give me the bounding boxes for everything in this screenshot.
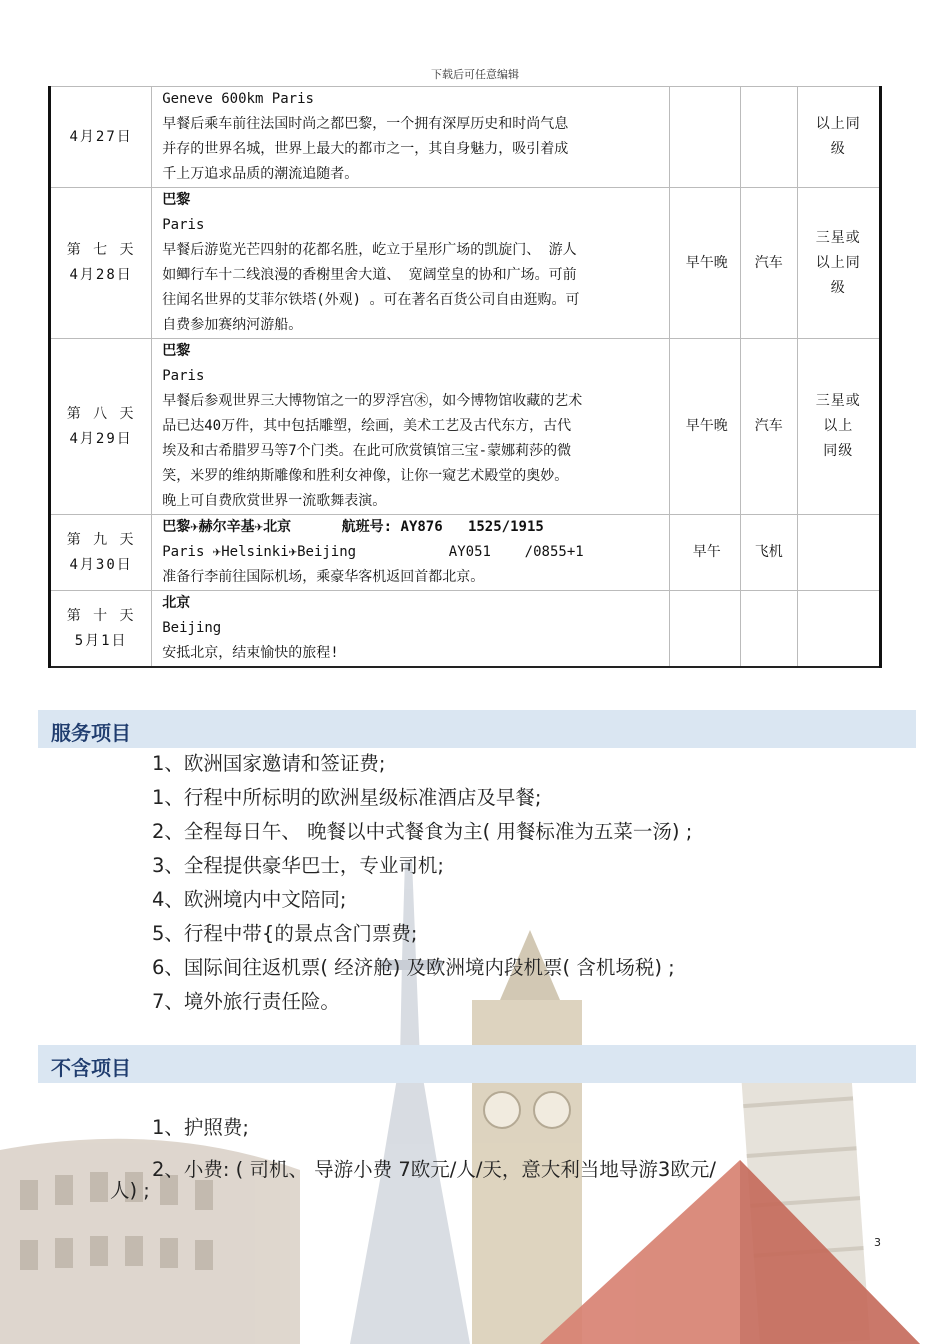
meals-cell [669, 591, 741, 668]
description-line: Beijing [162, 620, 222, 636]
transport-cell [741, 87, 798, 188]
hotel-cell [797, 188, 880, 339]
day-label: 第 九 天 [66, 531, 136, 548]
description-line: Paris [162, 368, 205, 384]
itinerary-row [50, 339, 881, 515]
itinerary-row [50, 591, 881, 668]
hotel-line: 三星或 [815, 393, 861, 409]
description-line: 千上万追求品质的潮流追随者。 [162, 166, 359, 182]
list-item: 2、全程每日午、 晚餐以中式餐食为主( 用餐标准为五菜一汤) ; [152, 820, 693, 843]
list-item: 1、行程中所标明的欧洲星级标准酒店及早餐; [152, 786, 542, 809]
list-item: 7、境外旅行责任险。 [152, 990, 340, 1013]
date-label: 4月27日 [69, 128, 133, 145]
hotel-line: 级 [830, 141, 846, 157]
date-label: 4月29日 [69, 430, 133, 447]
list-item: 2、小费: ( 司机、 导游小费 7欧元/人/天，意大利当地导游3欧元/ [152, 1158, 716, 1181]
excluded-list [152, 1107, 716, 1191]
hotel-line: 以上同 [815, 116, 861, 132]
itinerary-row [50, 515, 881, 591]
hotel-line: 以上同 [815, 254, 861, 271]
meals-cell: 早午晚 [669, 339, 741, 515]
date-label: 4月28日 [69, 267, 133, 283]
itinerary-row [50, 87, 881, 188]
description-line: 如鲫行车十二线浪漫的香榭里舍大道、 宽阔堂皇的协和广场。可前 [162, 267, 577, 283]
description-cell [152, 188, 669, 339]
hotel-line: 级 [830, 279, 846, 296]
description-cell [152, 591, 669, 668]
transport-cell [741, 591, 798, 668]
day-cell [50, 591, 152, 668]
day-cell [50, 339, 152, 515]
transport-cell: 汽车 [741, 339, 798, 515]
description-cell [152, 339, 669, 515]
date-label: 4月30日 [69, 556, 133, 573]
meals-cell: 早午 [669, 515, 741, 591]
excluded-title: 不含项目 [51, 1056, 131, 1080]
description-line: 巴黎 [162, 343, 191, 359]
excluded-section-header [38, 1045, 916, 1083]
description-line: Paris ✈Helsinki✈Beijing AY051 /0855+1 [162, 544, 584, 560]
description-line: 巴黎✈赫尔辛基✈北京 航班号: AY876 1525/1915 [162, 519, 544, 535]
header-note: 下载后可任意编辑 [431, 68, 519, 81]
description-line: 早餐后乘车前往法国时尚之都巴黎，一个拥有深厚历史和时尚气息 [162, 116, 569, 132]
day-label: 第 八 天 [66, 405, 136, 422]
description-line: 自费参加赛纳河游船。 [162, 317, 303, 333]
list-item: 3、全程提供豪华巴士，专业司机; [152, 854, 444, 877]
list-item: 5、行程中带{的景点含门票费; [152, 922, 418, 945]
description-line: 品已达40万件，其中包括雕塑，绘画，美术工艺及古代东方，古代 [162, 418, 572, 434]
itinerary-row [50, 188, 881, 339]
day-cell [50, 87, 152, 188]
description-line: 准备行李前往国际机场，乘豪华客机返回首都北京。 [162, 569, 485, 585]
services-section-header [38, 710, 916, 748]
description-cell [152, 515, 669, 591]
description-line: 早餐后游览光芒四射的花都名胜，屹立于星形广场的凯旋门、 游人 [162, 242, 577, 258]
date-label: 5月1日 [74, 632, 128, 649]
services-list [152, 747, 692, 1019]
hotel-line: 同级 [823, 443, 854, 459]
description-cell [152, 87, 669, 188]
list-item: 1、护照费; [152, 1116, 249, 1139]
list-item: 6、国际间往返机票( 经济舱) 及欧洲境内段机票( 含机场税) ; [152, 956, 675, 979]
list-item: 1、欧洲国家邀请和签证费; [152, 752, 386, 775]
description-line: Paris [162, 217, 205, 233]
day-cell [50, 515, 152, 591]
hotel-line: 以上 [823, 418, 854, 434]
description-line: 早餐后参观世界三大博物馆之一的罗浮宫㊍，如今博物馆收藏的艺术 [162, 393, 583, 409]
transport-cell: 汽车 [741, 188, 798, 339]
page-number: 3 [874, 1236, 881, 1249]
list-item: 4、欧洲境内中文陪同; [152, 888, 347, 911]
day-cell [50, 188, 152, 339]
description-line: Geneve 600km Paris [162, 91, 314, 107]
description-line: 埃及和古希腊罗马等7个门类。在此可欣赏镇馆三宝-蒙娜莉莎的微 [162, 443, 572, 459]
hotel-cell [797, 591, 880, 668]
description-line: 往闻名世界的艾菲尔铁塔(外观) 。可在著名百货公司自由逛购。可 [162, 292, 580, 308]
description-line: 北京 [162, 595, 191, 611]
excluded-item-continuation: 人) ; [110, 1179, 150, 1202]
description-line: 晚上可自费欣赏世界一流歌舞表演。 [162, 493, 387, 509]
day-label: 第 十 天 [66, 607, 136, 624]
meals-cell: 早午晚 [669, 188, 741, 339]
description-line: 笑，米罗的维纳斯雕像和胜利女神像，让你一窥艺术殿堂的奥妙。 [162, 468, 569, 484]
hotel-cell [797, 87, 880, 188]
description-line: 巴黎 [162, 192, 191, 208]
hotel-cell [797, 515, 880, 591]
itinerary-table [48, 86, 882, 668]
transport-cell: 飞机 [741, 515, 798, 591]
day-label: 第 七 天 [66, 242, 136, 258]
description-line: 并存的世界名城，世界上最大的都市之一，其自身魅力，吸引着成 [162, 141, 569, 157]
hotel-cell [797, 339, 880, 515]
services-title: 服务项目 [51, 721, 131, 745]
meals-cell [669, 87, 741, 188]
description-line: 安抵北京，结束愉快的旅程! [162, 645, 339, 661]
hotel-line: 三星或 [815, 229, 861, 246]
